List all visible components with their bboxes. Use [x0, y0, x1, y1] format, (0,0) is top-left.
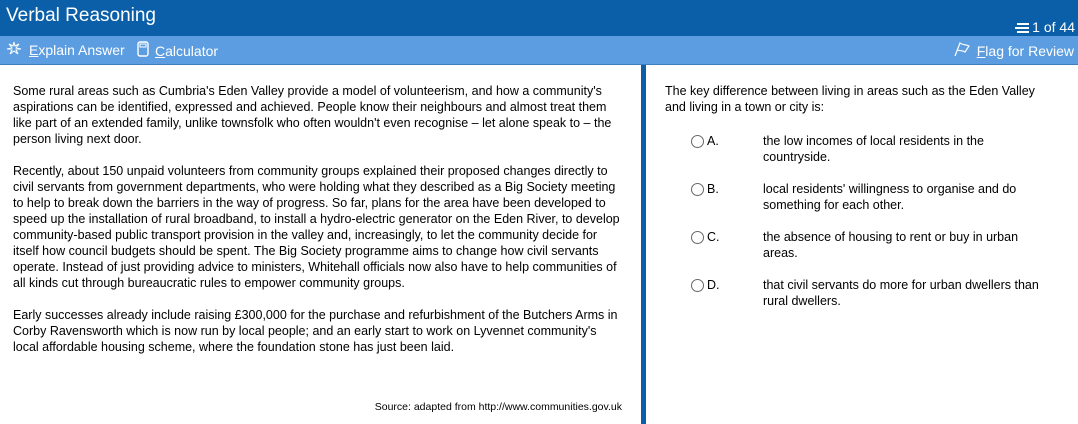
option-letter: C.	[707, 230, 720, 244]
explain-answer-button[interactable]	[5, 41, 125, 58]
list-icon	[1015, 21, 1031, 33]
title-bar	[0, 0, 1078, 36]
passage-paragraph-2: Recently, about 150 unpaid volunteers from community groups explained their proposed changes directly to civil servants from government departments, who were holding what they described as a Big Society meeting to help to break down the barriers in the way of progress. So far, plans for the area have been developed to speed up the installation of rural broadband, to install a hydro-electric generator on the Eden River, to develop community-based public transport provision in the valley and, increasingly, to let the community decide for itself how council budgets should be spent. The Big Society programme aims to change how civil servants operate. Instead of just providing advice to ministers, Whitehall officials now also have to help communities of all kinds cut through bureaucratic rules to empower community groups.	[13, 164, 620, 290]
passage-text	[13, 83, 625, 371]
radio-button-c[interactable]	[691, 231, 704, 244]
explain-answer-label: Explain Answer	[29, 41, 125, 58]
option-letter: A.	[707, 134, 719, 148]
option-text: the low incomes of local residents in the countryside.	[763, 134, 984, 164]
option-text: that civil servants do more for urban dwellers than rural dwellers.	[763, 278, 1039, 308]
radio-button-b[interactable]	[691, 183, 704, 196]
radio-button-a[interactable]	[691, 135, 704, 148]
passage-paragraph-3: Early successes already include raising £300,000 for the purchase and refurbishment of the Butchers Arms in Corby Ravensworth which is now run by local people; and an early start to work on Lyvennet community's local affordable housing scheme, where the foundation stone has just been laid.	[13, 308, 618, 354]
option-text: local residents' willingness to organise and do something for each other.	[763, 182, 1017, 212]
flag-for-review-button[interactable]	[953, 41, 1074, 60]
pane-divider[interactable]	[641, 65, 646, 424]
toolbar	[0, 36, 1078, 65]
question-stem: The key difference between living in areas such as the Eden Valley and living in a town or city is:	[665, 84, 1035, 114]
app-title: Verbal Reasoning	[6, 5, 156, 26]
spark-icon	[5, 41, 29, 58]
counter-text: 1 of 44	[1032, 19, 1075, 35]
radio-button-d[interactable]	[691, 279, 704, 292]
flag-icon	[953, 41, 977, 60]
question-counter	[1015, 19, 1075, 35]
option-letter: D.	[707, 278, 720, 292]
flag-for-review-label: Flag for Review	[976, 42, 1074, 59]
option-text: the absence of housing to rent or buy in urban areas.	[763, 230, 1019, 260]
calculator-icon	[137, 41, 155, 60]
passage-source: Source: adapted from http://www.communities.gov.uk	[374, 401, 622, 413]
option-letter: B.	[707, 182, 719, 196]
question-pane	[647, 65, 1078, 424]
passage-pane	[0, 65, 640, 424]
calculator-label: Calculator	[155, 42, 219, 59]
passage-paragraph-1: Some rural areas such as Cumbria's Eden Valley provide a model of volunteerism, and how a community's aspirations can be identified, expressed and achieved. People know their neighbours and almost treat them like part of an extended family, unlike townsfolk who often wouldn't even recognise – let alone speak to – the person living next door.	[13, 84, 612, 146]
calculator-button[interactable]	[137, 41, 218, 60]
